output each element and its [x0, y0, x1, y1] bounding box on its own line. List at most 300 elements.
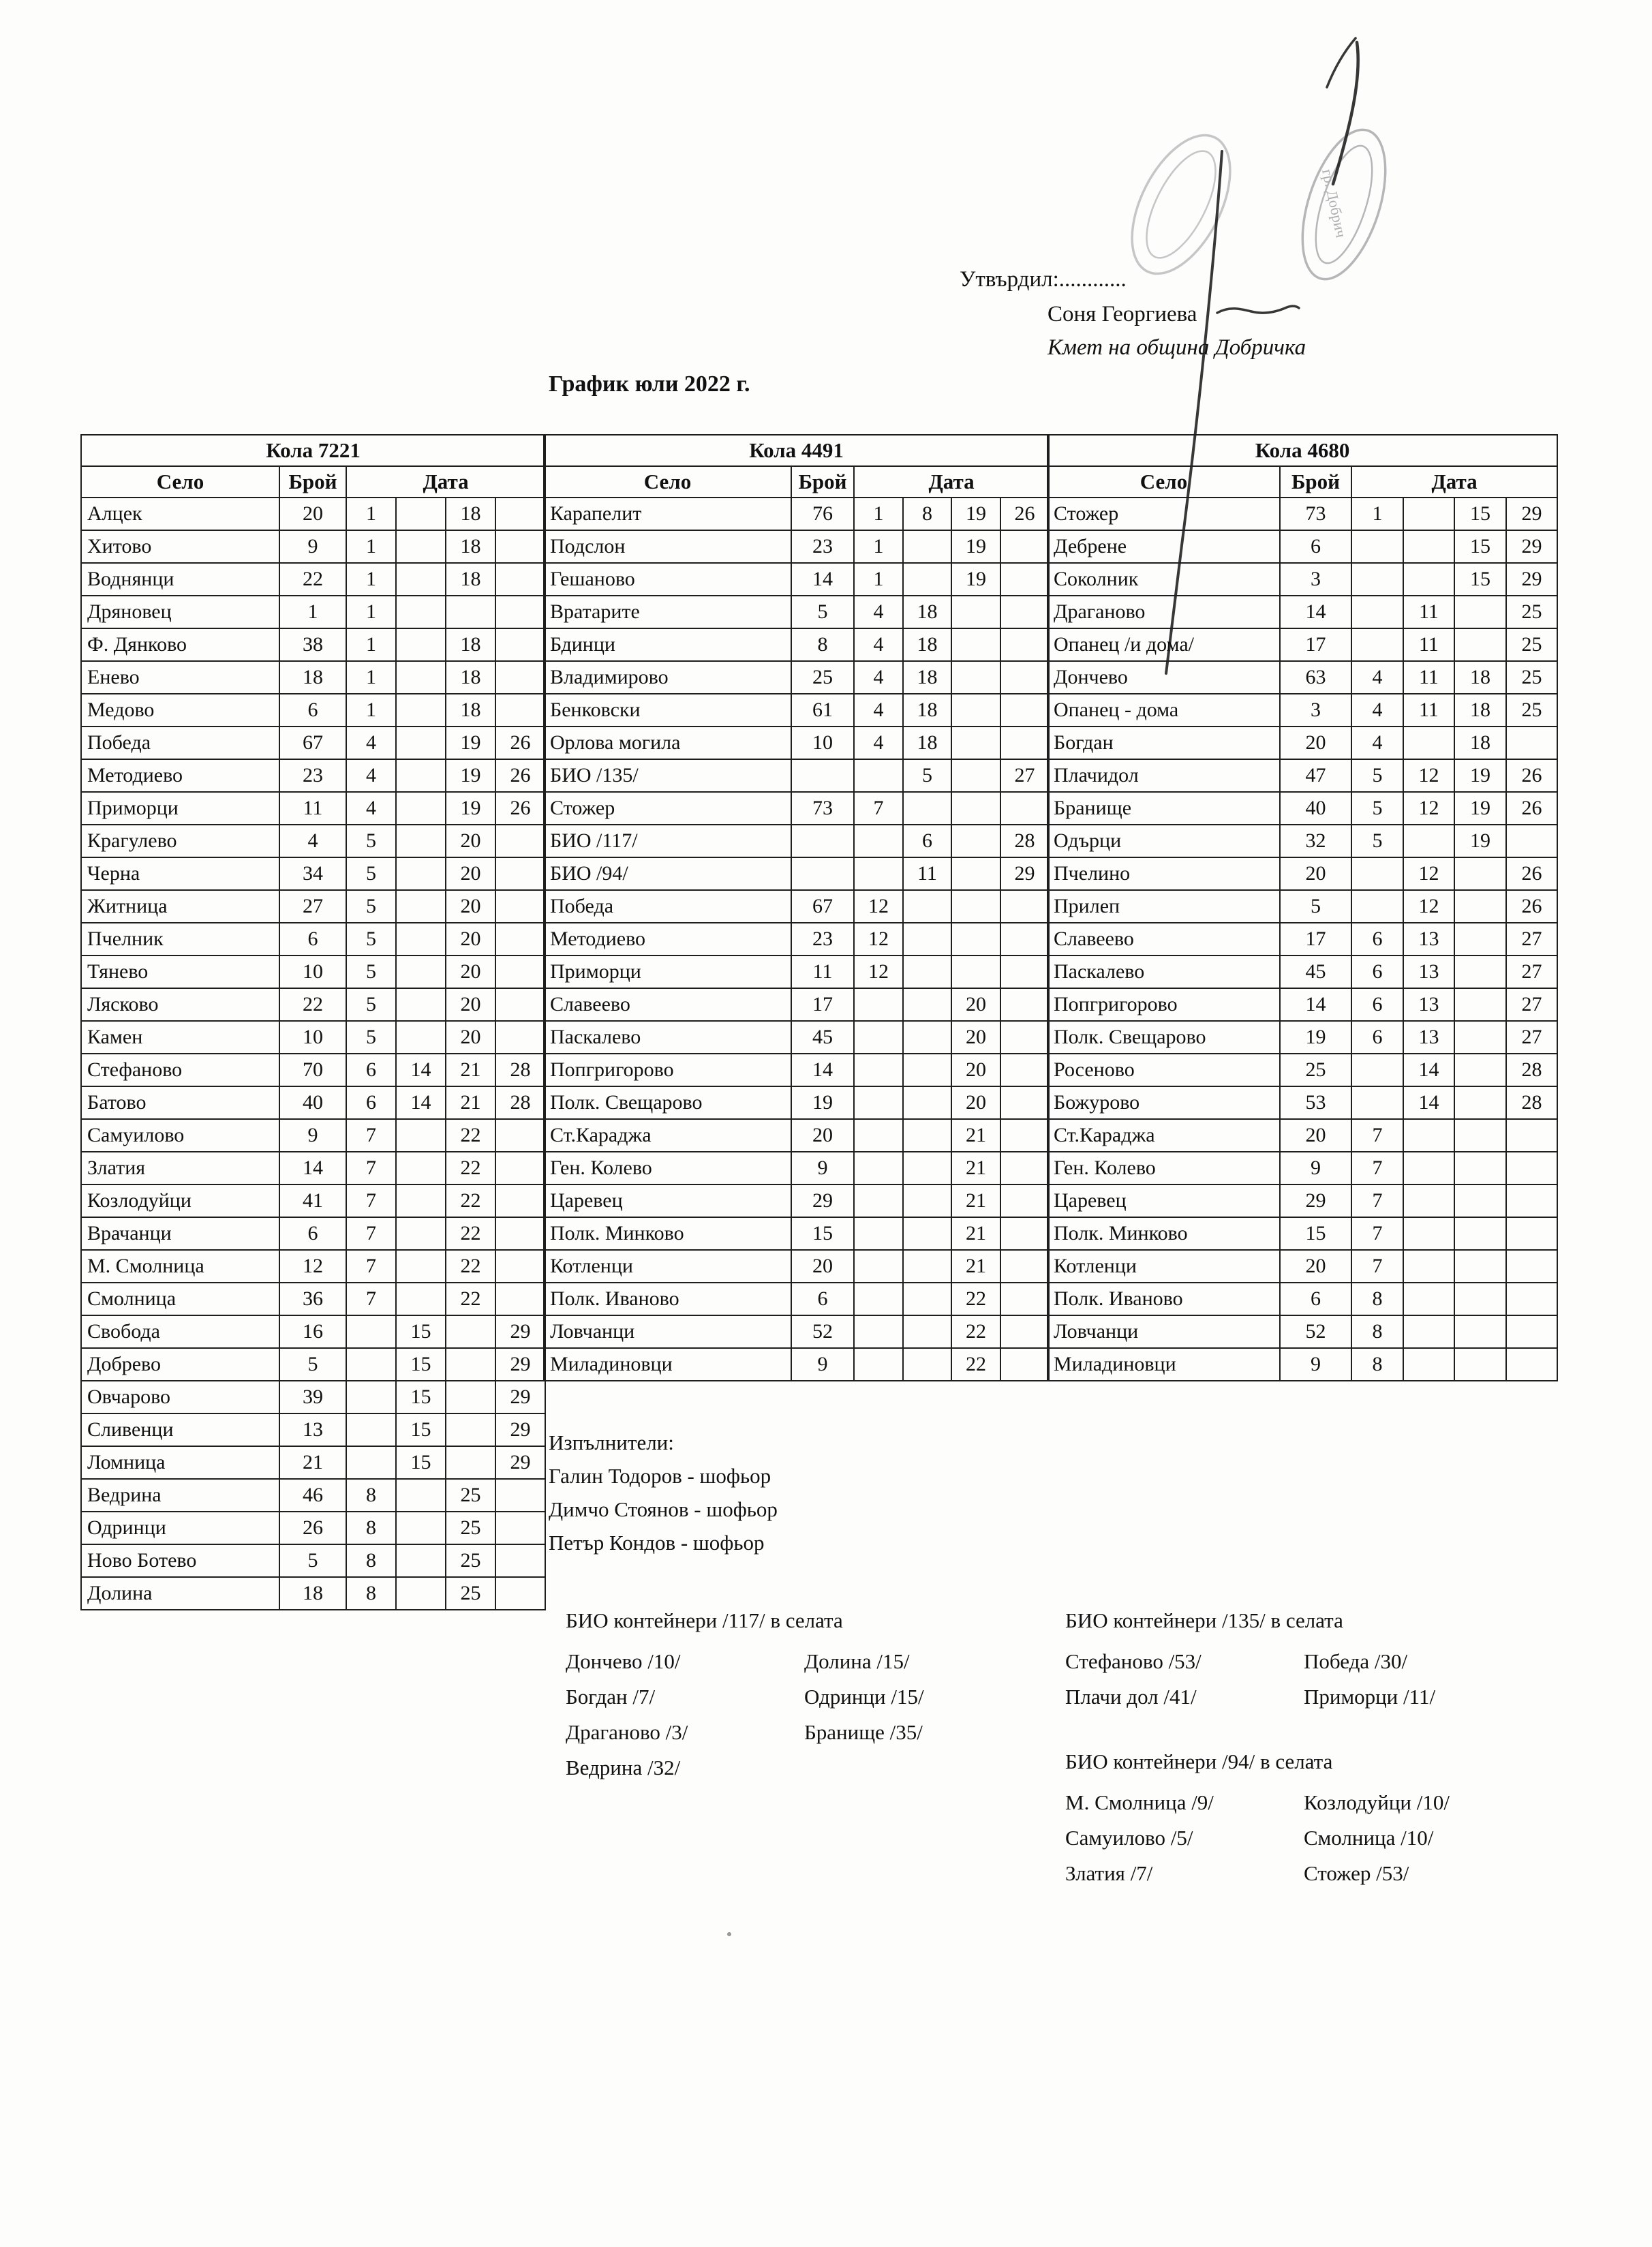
date-cell: 15 [1454, 498, 1506, 530]
date-cell [495, 956, 545, 988]
date-cell [1403, 825, 1454, 857]
schedule-row [81, 727, 545, 759]
count-cell: 40 [279, 1086, 346, 1119]
date-cell: 22 [951, 1315, 1000, 1348]
count-cell: 32 [1280, 825, 1351, 857]
date-cell: 26 [1506, 857, 1557, 890]
date-cell: 8 [1351, 1348, 1403, 1381]
date-cell [396, 1283, 446, 1315]
date-cell: 5 [1351, 825, 1403, 857]
date-cell [495, 1250, 545, 1283]
date-cell [446, 1446, 495, 1479]
count-cell: 36 [279, 1283, 346, 1315]
date-cell: 13 [1403, 1021, 1454, 1054]
schedule-row [1047, 1283, 1557, 1315]
date-cell [903, 1348, 951, 1381]
date-cell [396, 1021, 446, 1054]
date-cell [1454, 1217, 1506, 1250]
schedule-row [81, 1479, 545, 1512]
village-cell: Победа [544, 890, 791, 923]
village-cell: Царевец [544, 1184, 791, 1217]
date-cell: 15 [396, 1348, 446, 1381]
schedule-row [544, 1217, 1049, 1250]
date-cell: 20 [446, 988, 495, 1021]
date-cell [1403, 563, 1454, 596]
village-cell: Подслон [544, 530, 791, 563]
approved-by-label: Утвърдил:............ [960, 267, 1127, 292]
date-cell: 4 [346, 727, 396, 759]
signer-name: Соня Георгиева [1047, 302, 1197, 326]
date-cell: 29 [1506, 530, 1557, 563]
date-cell [1454, 857, 1506, 890]
date-cell: 12 [854, 923, 903, 956]
schedule-row [81, 1086, 545, 1119]
count-cell: 5 [791, 596, 854, 628]
village-cell: Паскалево [544, 1021, 791, 1054]
count-cell: 1 [279, 596, 346, 628]
date-cell [446, 1381, 495, 1413]
date-cell [396, 1217, 446, 1250]
schedule-row [544, 661, 1049, 694]
village-cell: Дебрене [1047, 530, 1280, 563]
schedule-row [544, 563, 1049, 596]
count-cell: 21 [279, 1446, 346, 1479]
date-cell: 1 [346, 530, 396, 563]
count-cell: 5 [279, 1544, 346, 1577]
date-cell [951, 857, 1000, 890]
date-cell [1403, 1315, 1454, 1348]
bio-section-117 [566, 1607, 924, 1786]
date-cell [1000, 1283, 1049, 1315]
date-cell [1506, 1184, 1557, 1217]
date-cell: 26 [1506, 890, 1557, 923]
count-cell: 14 [791, 563, 854, 596]
date-cell: 6 [346, 1054, 396, 1086]
date-cell [495, 1184, 545, 1217]
count-cell: 18 [279, 661, 346, 694]
date-cell: 1 [346, 661, 396, 694]
count-cell [791, 825, 854, 857]
car-title: Кола 4491 [544, 435, 1049, 466]
schedule-row [81, 563, 545, 596]
count-cell: 23 [791, 923, 854, 956]
village-cell: Славеево [544, 988, 791, 1021]
count-cell: 17 [791, 988, 854, 1021]
date-cell [903, 1119, 951, 1152]
count-cell: 34 [279, 857, 346, 890]
schedule-row [81, 857, 545, 890]
village-cell: Черна [81, 857, 279, 890]
count-cell: 23 [279, 759, 346, 792]
date-cell [1000, 1021, 1049, 1054]
date-cell [854, 988, 903, 1021]
date-cell: 28 [1000, 825, 1049, 857]
village-cell: Стефаново [81, 1054, 279, 1086]
schedule-row [1047, 923, 1557, 956]
date-cell: 20 [446, 923, 495, 956]
date-cell: 25 [1506, 596, 1557, 628]
date-cell [854, 1152, 903, 1184]
date-cell: 6 [1351, 956, 1403, 988]
village-cell: Владимирово [544, 661, 791, 694]
village-cell: Ст.Караджа [544, 1119, 791, 1152]
village-cell: Соколник [1047, 563, 1280, 596]
date-cell: 6 [1351, 988, 1403, 1021]
schedule-row [544, 825, 1049, 857]
village-cell: Полк. Свещарово [1047, 1021, 1280, 1054]
date-cell [1506, 727, 1557, 759]
date-cell: 18 [446, 661, 495, 694]
date-cell [1454, 596, 1506, 628]
count-cell: 20 [279, 498, 346, 530]
date-cell [1000, 923, 1049, 956]
count-cell: 40 [1280, 792, 1351, 825]
schedule-row [1047, 661, 1557, 694]
date-cell: 4 [1351, 694, 1403, 727]
schedule-row [81, 1119, 545, 1152]
count-cell: 20 [791, 1119, 854, 1152]
village-cell: Самуилово [81, 1119, 279, 1152]
schedule-row [544, 1119, 1049, 1152]
date-cell: 15 [396, 1381, 446, 1413]
bio-section-94 [1065, 1748, 1450, 1891]
village-cell: Прилеп [1047, 890, 1280, 923]
stamp-text: гр. Добрич [1319, 167, 1350, 239]
village-cell: Драганово [1047, 596, 1280, 628]
count-cell: 15 [1280, 1217, 1351, 1250]
count-cell: 14 [1280, 596, 1351, 628]
date-cell [1351, 596, 1403, 628]
date-cell [495, 857, 545, 890]
village-cell: Крагулево [81, 825, 279, 857]
date-cell: 7 [1351, 1250, 1403, 1283]
date-cell: 25 [1506, 694, 1557, 727]
schedule-row [544, 1152, 1049, 1184]
date-cell: 5 [346, 825, 396, 857]
schedule-row [544, 792, 1049, 825]
schedule-row [81, 1054, 545, 1086]
village-cell: Паскалево [1047, 956, 1280, 988]
count-cell: 4 [279, 825, 346, 857]
count-cell: 14 [1280, 988, 1351, 1021]
date-cell [396, 759, 446, 792]
date-cell [396, 661, 446, 694]
date-cell [1403, 530, 1454, 563]
date-cell [1000, 1086, 1049, 1119]
count-cell: 17 [1280, 923, 1351, 956]
village-cell: Царевец [1047, 1184, 1280, 1217]
date-cell [1454, 1315, 1506, 1348]
date-cell: 18 [446, 563, 495, 596]
date-cell [1000, 1348, 1049, 1381]
count-cell: 19 [1280, 1021, 1351, 1054]
car-title: Кола 4680 [1047, 435, 1557, 466]
date-cell: 21 [951, 1217, 1000, 1250]
date-cell: 13 [1403, 956, 1454, 988]
date-cell: 15 [396, 1315, 446, 1348]
date-cell: 8 [903, 498, 951, 530]
bio-list-item: М. Смолница /9/ [1065, 1790, 1214, 1814]
schedule-row [544, 1054, 1049, 1086]
date-cell: 22 [951, 1283, 1000, 1315]
count-cell: 39 [279, 1381, 346, 1413]
village-cell: Дряновец [81, 596, 279, 628]
schedule-row [544, 596, 1049, 628]
count-cell: 6 [791, 1283, 854, 1315]
date-cell: 7 [346, 1184, 396, 1217]
date-cell: 27 [1506, 1021, 1557, 1054]
date-cell [1000, 1217, 1049, 1250]
schedule-row [1047, 530, 1557, 563]
schedule-row [1047, 1054, 1557, 1086]
date-cell: 4 [1351, 661, 1403, 694]
date-cell [495, 1152, 545, 1184]
schedule-row [81, 661, 545, 694]
village-cell: Славеево [1047, 923, 1280, 956]
date-cell: 7 [1351, 1184, 1403, 1217]
village-cell: Козлодуйци [81, 1184, 279, 1217]
bio-section-title: БИО контейнери /94/ в селата [1065, 1749, 1333, 1773]
column-header-row [544, 466, 1049, 498]
count-cell: 38 [279, 628, 346, 661]
village-cell: Миладиновци [544, 1348, 791, 1381]
bio-list-item: Долина /15/ [804, 1649, 910, 1673]
date-cell: 4 [854, 694, 903, 727]
date-cell: 18 [903, 628, 951, 661]
date-cell [1506, 1250, 1557, 1283]
schedule-row [81, 1184, 545, 1217]
date-cell: 5 [346, 890, 396, 923]
count-cell: 23 [791, 530, 854, 563]
count-cell: 6 [279, 694, 346, 727]
village-cell: Воднянци [81, 563, 279, 596]
date-cell: 1 [346, 628, 396, 661]
date-cell [903, 1086, 951, 1119]
count-cell: 45 [791, 1021, 854, 1054]
date-cell [1403, 727, 1454, 759]
schedule-body [81, 498, 545, 1610]
village-cell: Камен [81, 1021, 279, 1054]
village-cell: Полк. Минково [544, 1217, 791, 1250]
village-cell: Полк. Иваново [1047, 1283, 1280, 1315]
date-cell: 20 [951, 1054, 1000, 1086]
date-cell [1000, 956, 1049, 988]
date-cell: 18 [446, 530, 495, 563]
date-cell [1454, 1184, 1506, 1217]
column-header-row [81, 466, 545, 498]
village-cell: Миладиновци [1047, 1348, 1280, 1381]
date-cell: 18 [446, 694, 495, 727]
count-cell: 20 [1280, 727, 1351, 759]
count-cell: 10 [791, 727, 854, 759]
count-cell: 9 [1280, 1152, 1351, 1184]
date-cell [495, 1577, 545, 1610]
date-cell: 27 [1506, 988, 1557, 1021]
date-cell: 22 [446, 1217, 495, 1250]
date-cell [854, 1315, 903, 1348]
date-cell [446, 1413, 495, 1446]
date-cell: 6 [903, 825, 951, 857]
date-cell [396, 792, 446, 825]
date-cell [396, 857, 446, 890]
date-cell: 5 [346, 1021, 396, 1054]
date-cell [1506, 1348, 1557, 1381]
count-cell: 9 [791, 1152, 854, 1184]
date-cell [1454, 1054, 1506, 1086]
date-cell: 19 [1454, 825, 1506, 857]
date-cell: 7 [854, 792, 903, 825]
date-cell: 15 [1454, 530, 1506, 563]
date-cell: 5 [346, 956, 396, 988]
date-cell [1454, 890, 1506, 923]
village-cell: Стожер [1047, 498, 1280, 530]
date-cell [396, 890, 446, 923]
date-cell: 6 [1351, 1021, 1403, 1054]
date-cell [1403, 1119, 1454, 1152]
schedule-row [544, 1348, 1049, 1381]
schedule-row [81, 1544, 545, 1577]
count-cell: 52 [1280, 1315, 1351, 1348]
date-cell: 20 [951, 988, 1000, 1021]
count-header: Брой [279, 466, 346, 498]
date-cell [951, 628, 1000, 661]
village-cell: Божурово [1047, 1086, 1280, 1119]
date-cell [951, 890, 1000, 923]
date-cell [1506, 1315, 1557, 1348]
date-cell: 5 [346, 988, 396, 1021]
date-cell: 22 [446, 1152, 495, 1184]
schedule-row [1047, 857, 1557, 890]
date-cell [854, 1086, 903, 1119]
date-cell: 12 [1403, 792, 1454, 825]
count-cell: 53 [1280, 1086, 1351, 1119]
count-cell: 13 [279, 1413, 346, 1446]
village-cell: М. Смолница [81, 1250, 279, 1283]
bio-list-item: Ведрина /32/ [566, 1756, 681, 1779]
village-cell: Батово [81, 1086, 279, 1119]
date-cell: 27 [1000, 759, 1049, 792]
count-cell: 25 [1280, 1054, 1351, 1086]
date-cell [1454, 923, 1506, 956]
date-cell [396, 1544, 446, 1577]
date-cell: 28 [495, 1086, 545, 1119]
bio-list-item: Златия /7/ [1065, 1861, 1153, 1885]
schedule-row [544, 727, 1049, 759]
village-cell: Хитово [81, 530, 279, 563]
date-cell [495, 596, 545, 628]
date-cell: 8 [1351, 1283, 1403, 1315]
date-cell: 19 [951, 563, 1000, 596]
village-cell: Стожер [544, 792, 791, 825]
date-cell [346, 1413, 396, 1446]
village-cell: Лясково [81, 988, 279, 1021]
village-cell: Росеново [1047, 1054, 1280, 1086]
date-cell: 26 [495, 759, 545, 792]
date-cell [1000, 1184, 1049, 1217]
document-title: График юли 2022 г. [549, 371, 750, 397]
executor-name: Димчо Стоянов - шофьор [549, 1497, 778, 1521]
date-cell [951, 956, 1000, 988]
date-cell: 12 [1403, 890, 1454, 923]
village-cell: Карапелит [544, 498, 791, 530]
schedule-row [1047, 1348, 1557, 1381]
bio-list-item: Самуилово /5/ [1065, 1826, 1193, 1850]
bio-list-item: Стефаново /53/ [1065, 1649, 1202, 1673]
count-header: Брой [1280, 466, 1351, 498]
date-cell [495, 628, 545, 661]
date-cell: 26 [495, 792, 545, 825]
date-cell: 6 [1351, 923, 1403, 956]
date-cell: 19 [446, 759, 495, 792]
date-cell: 1 [346, 694, 396, 727]
date-cell: 29 [495, 1381, 545, 1413]
executors-title: Изпълнители: [549, 1431, 674, 1454]
schedule-row [1047, 988, 1557, 1021]
date-cell: 21 [951, 1250, 1000, 1283]
bio-section-135 [1065, 1607, 1435, 1715]
date-cell [1000, 596, 1049, 628]
schedule-row [81, 628, 545, 661]
date-cell: 5 [1351, 759, 1403, 792]
date-cell [495, 530, 545, 563]
date-cell: 1 [1351, 498, 1403, 530]
date-cell: 13 [1403, 988, 1454, 1021]
date-cell [396, 1577, 446, 1610]
date-cell [1351, 890, 1403, 923]
date-cell: 18 [1454, 694, 1506, 727]
count-cell: 12 [279, 1250, 346, 1283]
date-cell: 21 [951, 1152, 1000, 1184]
village-cell: Бранище [1047, 792, 1280, 825]
village-header: Село [81, 466, 279, 498]
schedule-row [81, 694, 545, 727]
village-cell: Житница [81, 890, 279, 923]
village-cell: Победа [81, 727, 279, 759]
village-cell: Котленци [1047, 1250, 1280, 1283]
schedule-row [81, 890, 545, 923]
date-cell: 19 [446, 792, 495, 825]
schedule-row [81, 825, 545, 857]
schedule-row [1047, 628, 1557, 661]
schedule-row [81, 1348, 545, 1381]
count-cell: 6 [279, 1217, 346, 1250]
date-cell [1000, 1152, 1049, 1184]
date-cell [1351, 530, 1403, 563]
date-cell [1403, 1217, 1454, 1250]
date-cell [346, 1381, 396, 1413]
date-cell [903, 1184, 951, 1217]
schedule-row [81, 498, 545, 530]
date-cell: 12 [854, 890, 903, 923]
count-cell: 11 [791, 956, 854, 988]
date-cell [951, 792, 1000, 825]
count-cell: 45 [1280, 956, 1351, 988]
count-cell: 16 [279, 1315, 346, 1348]
date-cell [854, 825, 903, 857]
date-cell: 20 [446, 890, 495, 923]
bio-list-item: Богдан /7/ [566, 1685, 656, 1709]
date-cell [396, 694, 446, 727]
village-cell: Методиево [544, 923, 791, 956]
date-cell [495, 1544, 545, 1577]
date-cell [495, 890, 545, 923]
village-cell: БИО /94/ [544, 857, 791, 890]
date-cell: 7 [1351, 1152, 1403, 1184]
count-cell: 41 [279, 1184, 346, 1217]
date-cell [951, 923, 1000, 956]
date-cell: 6 [346, 1086, 396, 1119]
date-cell: 11 [1403, 661, 1454, 694]
